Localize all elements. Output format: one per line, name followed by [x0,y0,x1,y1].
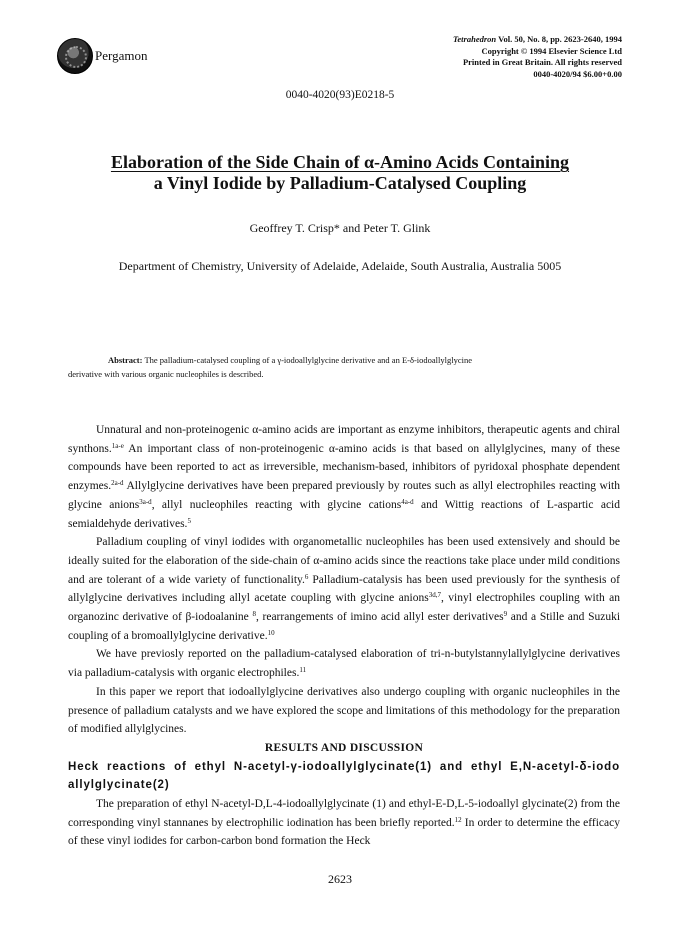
body-text [68,421,620,851]
citation: 3d,7 [428,591,441,600]
p2-text-e: and a Stille and Suzuki coupling of a bromoallylglycine derivative. [68,611,621,642]
copyright-line: Copyright © 1994 Elsevier Science Ltd [481,45,622,56]
printed-line: Printed in Great Britain. All rights reserved [462,57,622,67]
p1-text-a: Unnatural and non-proteinogenic α-amino acids are important as enzyme inhibitors, therapeutic agents and chiral synthons. [68,424,620,455]
p2-text-a: Palladium coupling of vinyl iodides with organometallic nucleophiles has been used extensively and should be ideally suited for the elaboration of the side-chain of α-amino acids since the reactions take place under mild conditions and are tolerant of a wide variety of functionality. [68,536,620,586]
citation: 10 [267,628,275,637]
pergamon-logo [57,38,93,74]
abstract-text-2: derivative with various organic nucleophiles is described. [68,369,264,379]
title-line-1: Elaboration of the Side Chain of α-Amino Acids Containing [110,152,570,172]
publisher-name: Pergamon [95,48,148,63]
abstract [68,353,618,381]
citation: 4a-d [401,497,414,506]
abstract-text-1: The palladium-catalysed coupling of a γ-iodoallylglycine derivative and an E-δ-iodoallylglycine [144,355,473,365]
page-number: 2623 [328,872,352,886]
subsection-heading: Heck reactions of ethyl N-acetyl-γ-iodoallylglycinate(1) and ethyl E,N-acetyl-δ-iodo allylglycinate(2) [68,760,620,792]
abstract-label: Abstract: [108,355,143,365]
p2-text-d: , rearrangements of imino acid allyl ester derivatives [255,611,504,624]
citation: 1a-e [111,441,124,450]
title-line-2: a Vinyl Iodide by Palladium-Catalysed Coupling [153,173,527,193]
paragraph-4: In this paper we report that iodoallylglycine derivatives also undergo coupling with organic nucleophiles in the presence of palladium catalysts and we have explored the scope and limitations of this methodology for the preparation of modified allylglycines. [68,685,620,736]
journal-info [453,34,622,80]
journal-citation [453,34,622,46]
issn-line: 0040-4020/94 $6.00+0.00 [533,68,622,79]
citation: 12 [454,815,462,824]
citation: 8 [252,610,256,619]
article-title [70,152,610,194]
citation: 3a-d [139,497,152,506]
p5-text-a: The preparation of ethyl N-acetyl-D,L-4-iodoallylglycinate (1) and ethyl-E-D,L-5-iodoallyl glycinate(2) from the corresponding vinyl stannanes by electrophilic iodination has been briefly reported. [68,798,620,829]
p5-text-b: In order to determine the efficacy of these vinyl iodides for carbon-carbon bond formation the Heck [68,816,620,848]
citation: 6 [304,572,309,581]
p1-text-d: , allyl nucleophiles reacting with glycine cations [151,498,402,511]
p1-text-c: Allylglycine derivatives have been prepared previously by routes such as allyl electrophiles reacting with glycine anions [68,480,620,511]
doi: 0040-4020(93)E0218-5 [285,89,395,101]
citation: 11 [299,666,307,675]
p2-text-c: , vinyl electrophiles coupling with an organozinc derivative of β-iodoalanine [68,592,620,624]
p1-text-b: An important class of non-proteinogenic α-amino acids is that based on allylglycines, many of these compounds have been reported to act as irreversible, mechanism-based, inhibitors of pyridoxal phosphate dependent enzymes. [68,442,620,493]
paragraph-1 [68,421,620,533]
p1-text-e: and Wittig reactions of L-aspartic acid semialdehyde derivatives. [68,498,620,530]
journal-name: Tetrahedron [452,34,497,44]
p2-text-b: Palladium-catalysis has been used previously for the synthesis of allylglycine derivatives including allyl acetate coupling with glycine anions [68,573,620,605]
section-heading: RESULTS AND DISCUSSION [264,741,424,754]
p3-text: We have previosly reported on the palladium-catalysed elaboration of tri-n-butylstannylallylglycine derivatives via palladium-catalysis with organic electrophiles. [68,648,620,680]
citation: 2a-d [111,479,124,488]
authors: Geoffrey T. Crisp* and Peter T. Glink [249,221,431,235]
paragraph-3 [68,645,620,682]
paragraph-5 [68,795,620,851]
affiliation: Department of Chemistry, University of Adelaide, Adelaide, South Australia, Australia 5005 [118,259,562,273]
paragraph-2 [68,533,620,645]
citation: 9 [503,610,508,619]
journal-volume: Vol. 50, No. 8, pp. 2623-2640, 1994 [496,34,622,44]
citation: 5 [187,516,191,525]
